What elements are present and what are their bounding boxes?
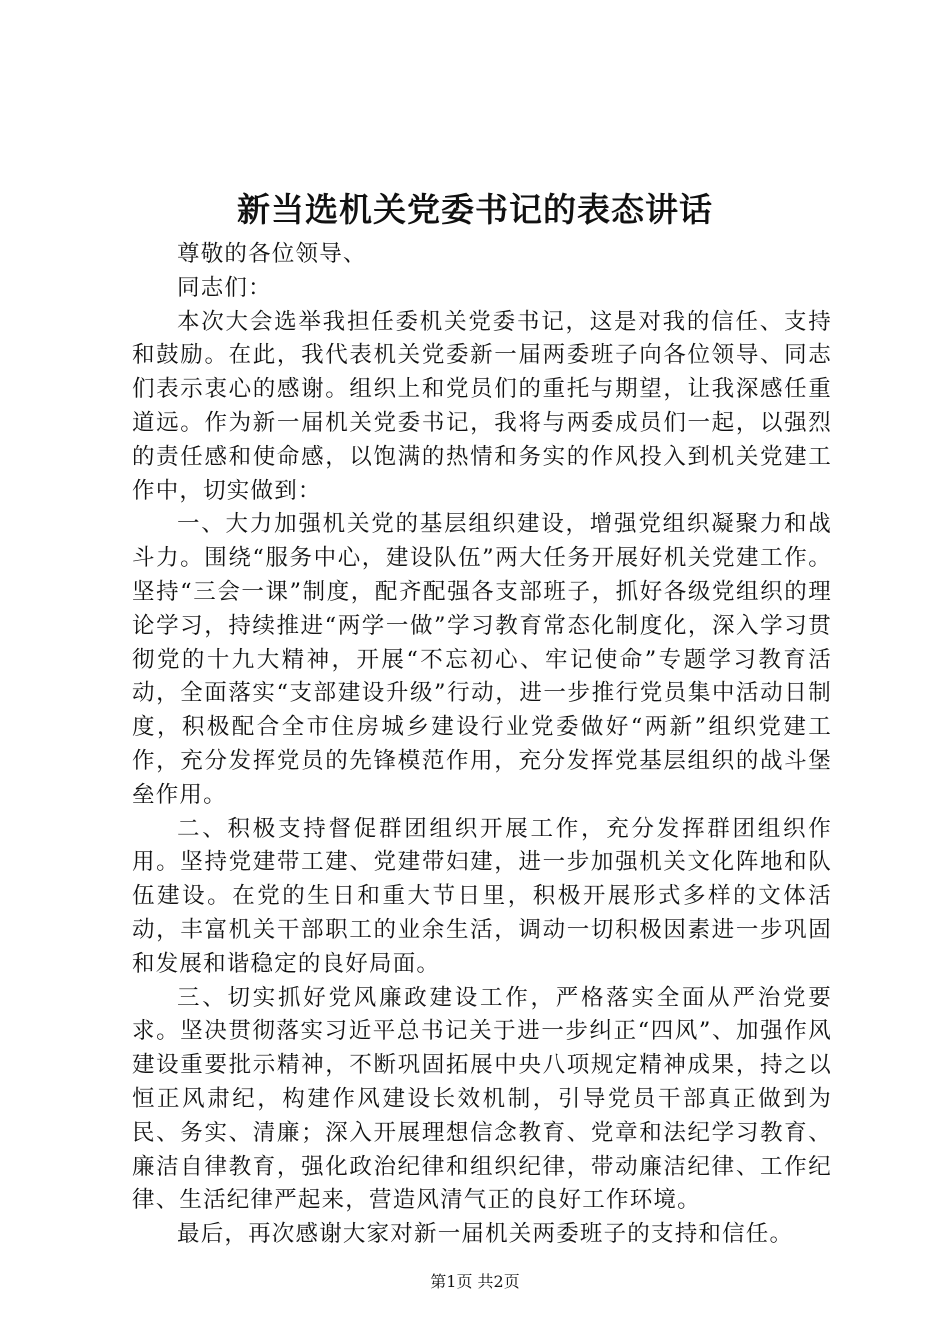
page-footer: 第1页 共2页 (430, 1272, 520, 1291)
greeting-line: 尊敬的各位领导、 (177, 241, 367, 267)
paragraph: 一、大力加强机关党的基层组织建设，增强党组织凝聚力和战斗力。围绕“服务中心，建设队伍”两大任务开展好机关党建工作。坚持“三会一课”制度，配齐配强各支部班子，抓好各级党组织的理论学习，持续推进“两学一做”学习教育常态化制度化，深入学习贯彻党的十九大精神，开展“不忘初心、牢记使命”专题学习教育活动，全面落实“支部建设升级”行动，进一步推行党员集中活动日制度，积极配合全市住房城乡建设行业党委做好“两新”组织党建工作，充分发挥党员的先锋模范作用，充分发挥党基层组织的战斗堡垒作用。 (132, 511, 832, 808)
paragraph: 三、切实抓好党风廉政建设工作，严格落实全面从严治党要求。坚决贯彻落实习近平总书记关于进一步纠正“四风”、加强作风建设重要批示精神，不断巩固拓展中央八项规定精神成果，持之以恒正风肃纪，构建作风建设长效机制，引导党员干部真正做到为民、务实、清廉；深入开展理想信念教育、党章和法纪学习教育、廉洁自律教育，强化政治纪律和组织纪律，带动廉洁纪律、工作纪律、生活纪律严起来，营造风清气正的良好工作环境。 (132, 984, 832, 1214)
paragraph: 最后，再次感谢大家对新一届机关两委班子的支持和信任。 (177, 1221, 794, 1248)
greeting-line: 同志们： (177, 274, 272, 301)
document-body (132, 238, 832, 1252)
paragraph: 二、积极支持督促群团组织开展工作，充分发挥群团组织作用。坚持党建带工建、党建带妇建，进一步加强机关文化阵地和队伍建设。在党的生日和重大节日里，积极开展形式多样的文体活动，丰富机关干部职工的业余生活，调动一切积极因素进一步巩固和发展和谐稳定的良好局面。 (132, 815, 832, 977)
paragraph: 本次大会选举我担任委机关党委书记，这是对我的信任、支持和鼓励。在此，我代表机关党委新一届两委班子向各位领导、同志们表示衷心的感谢。组织上和党员们的重托与期望，让我深感任重道远。作为新一届机关党委书记，我将与两委成员们一起，以强烈的责任感和使命感，以饱满的热情和务实的作风投入到机关党建工作中，切实做到： (132, 308, 832, 504)
document-title: 新当选机关党委书记的表态讲话 (237, 190, 713, 229)
